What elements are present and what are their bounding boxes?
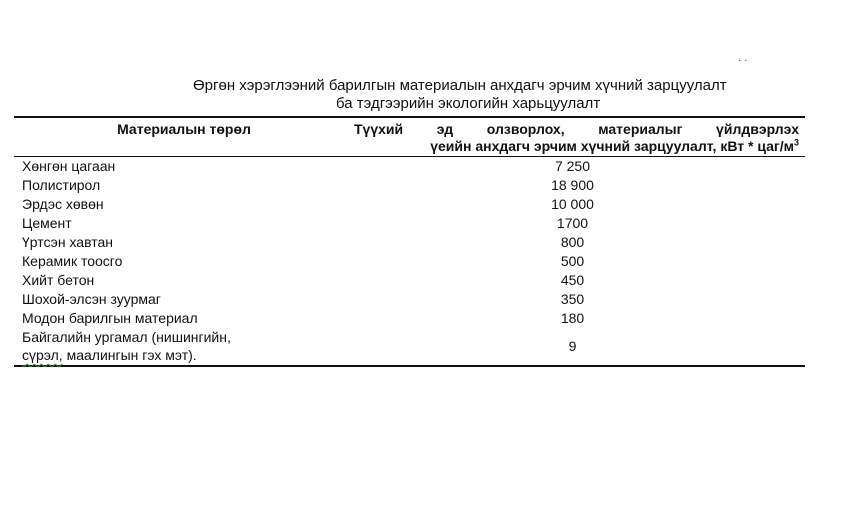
table-body xyxy=(14,157,805,365)
energy-value: 500 xyxy=(560,253,585,269)
energy-value: 9 xyxy=(568,338,577,354)
material-name: Модон барилгын материал xyxy=(22,310,198,326)
material-name: Полистирол xyxy=(22,177,101,193)
material-name: Үртсэн хавтан xyxy=(22,234,113,250)
header-material-type: Материалын төрөл xyxy=(117,121,251,137)
table-row xyxy=(14,309,805,328)
energy-value: 180 xyxy=(560,310,585,326)
material-name: Эрдэс хөвөн xyxy=(22,196,104,212)
table-header xyxy=(14,118,805,157)
energy-value: 10 000 xyxy=(551,196,594,212)
energy-value: 800 xyxy=(560,234,585,250)
header-unit-superscript: 3 xyxy=(793,137,799,148)
energy-value: 1700 xyxy=(556,215,589,231)
table-row xyxy=(14,271,805,290)
energy-table xyxy=(14,116,805,367)
energy-value: 18 900 xyxy=(551,177,594,193)
stray-mark: · · xyxy=(738,55,748,66)
energy-value: 450 xyxy=(560,272,585,288)
material-name: Керамик тоосго xyxy=(22,253,123,269)
table-row xyxy=(14,233,805,252)
table-row xyxy=(14,195,805,214)
table-row xyxy=(14,252,805,271)
table-row xyxy=(14,290,805,309)
material-name: Хийт бетон xyxy=(22,272,95,288)
table-row xyxy=(14,214,805,233)
caption-line-2: ба тэдгээрийн экологийн харьцуулалт xyxy=(336,95,601,112)
header-energy-line-2 xyxy=(354,138,799,155)
material-name-line-1: Байгалийн ургамал (нишингийн, xyxy=(22,329,231,345)
header-energy-line-2-text: үеийн анхдагч эрчим хүчний зарцуулалт, кВт * цаг/м xyxy=(430,138,794,154)
material-name-line-2-rest: маалингын гэх мэт). xyxy=(62,347,197,363)
table-row xyxy=(14,157,805,176)
header-energy-consumption xyxy=(354,118,805,156)
material-name: Цемент xyxy=(22,215,72,231)
material-name: Хөнгөн цагаан xyxy=(22,158,116,174)
spellcheck-underlined-word: сүрэл, xyxy=(22,347,63,363)
energy-value: 350 xyxy=(560,291,585,307)
material-name: Шохой-элсэн зуурмаг xyxy=(22,291,161,307)
table-row xyxy=(14,328,805,365)
table-row xyxy=(14,176,805,195)
material-name xyxy=(14,328,354,365)
energy-value: 7 250 xyxy=(554,158,591,174)
material-name-line-2 xyxy=(22,346,354,364)
caption-line-1: Өргөн хэрэглээний барилгын материалын анхдагч эрчим хүчний зарцуулалт xyxy=(193,77,727,94)
header-energy-line-1: Түүхий эд олзворлох, материалыг үйлдвэрлэх xyxy=(354,121,799,137)
